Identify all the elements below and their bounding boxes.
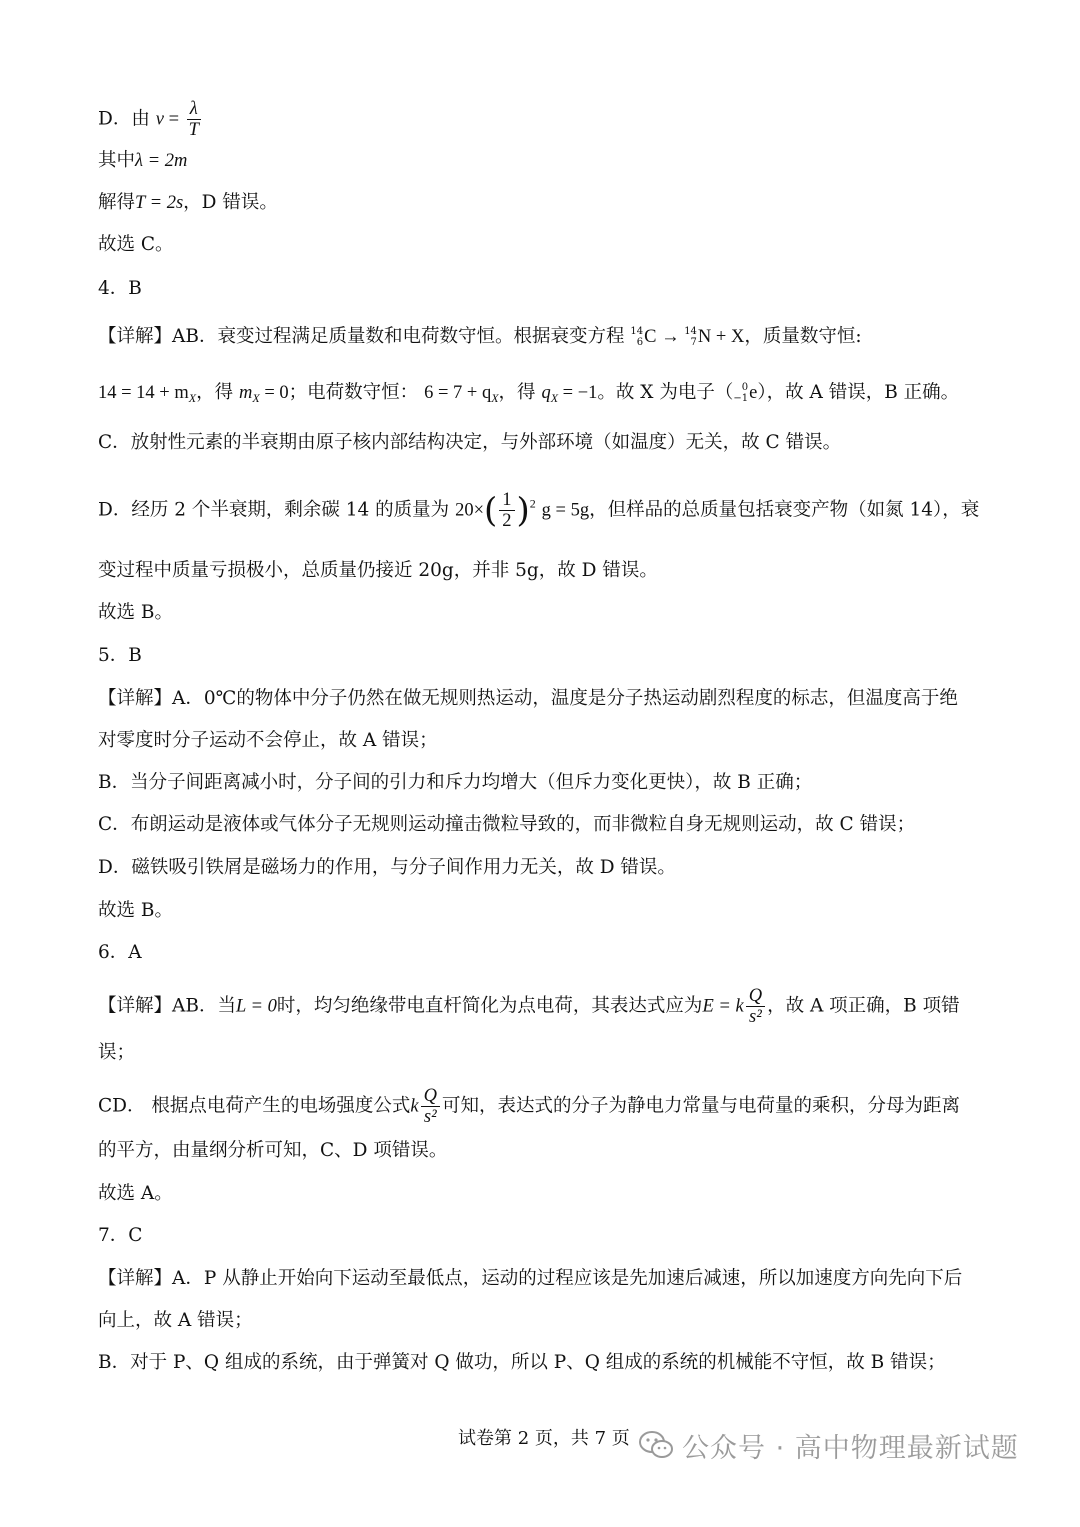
right-paren: )	[516, 490, 530, 531]
watermark	[638, 1425, 1019, 1465]
page-footer: 试卷第 2 页，共 7 页	[458, 1428, 630, 1449]
reaction-arrow: →	[656, 327, 685, 347]
q4-d-text: D．经历 2 个半衰期，剩余碳 14 的质量为	[98, 499, 450, 521]
solve-line	[98, 190, 984, 216]
half-numerator: 1	[499, 490, 514, 511]
q4-d-continuation: 变过程中质量亏损极小，总质量仍接近 20g，并非 5g，故 D 错误。	[98, 560, 658, 581]
one-half-fraction	[499, 490, 514, 531]
fraction-numerator: λ	[187, 99, 201, 120]
q4-option-d	[98, 490, 984, 531]
mass-subscript: X	[188, 391, 197, 405]
lambda-expression: λ = 2m	[135, 151, 188, 171]
q4-text-de-1: ，得	[196, 382, 234, 403]
q6-cd-suffix: 可知，表达式的分子为静电力常量与电荷量的乘积，分母为距离	[441, 1095, 960, 1117]
carbon-mass-number: 14	[630, 326, 644, 337]
q6-ab-continuation: 误；	[98, 1042, 136, 1063]
charge-x-symbol: q	[541, 383, 551, 403]
twenty-times: 20×	[455, 500, 484, 521]
mass-x-value: = 0	[259, 383, 289, 403]
solve-suffix: ，D 错误。	[183, 192, 278, 213]
nitrogen-charge-number: 7	[690, 337, 697, 348]
q7-option-a-line-2: 向上，故 A 错误；	[98, 1310, 253, 1331]
choose-a-line: 故选 A。	[98, 1183, 173, 1204]
q6-ab-middle: 时，均匀绝缘带电直杆简化为点电荷，其表达式应为	[276, 995, 703, 1017]
charge-x-value: = −1	[558, 383, 598, 403]
nitrogen-mass-number: 14	[684, 326, 697, 337]
distance-denominator: s²	[749, 1007, 762, 1027]
q4-conservation-line	[98, 380, 984, 411]
solve-prefix: 解得	[98, 192, 136, 213]
q6-cd-prefix: CD． 根据点电荷产生的电场强度公式	[98, 1095, 411, 1117]
q4-detail-suffix: ，质量数守恒:	[744, 326, 862, 347]
q5-option-d: D．磁铁吸引铁屑是磁场力的作用，与分子间作用力无关，故 D 错误。	[98, 857, 676, 878]
coulomb-constant: k	[410, 1096, 419, 1117]
carbon-symbol: C	[644, 327, 657, 347]
d-option-prefix: D．由	[98, 108, 150, 130]
q4-conclusion-text: ），故 A 错误，B 正确。	[757, 382, 960, 403]
q4-detail-line	[98, 324, 984, 350]
charge-numerator: Q	[746, 986, 765, 1007]
lambda-over-t-fraction	[186, 99, 202, 140]
q7-option-b: B．对于 P、Q 组成的系统，由于弹簧对 Q 做功，所以 P、Q 组成的系统的机械能不守恒，故 B 错误；	[98, 1352, 946, 1373]
q6-ab-prefix: 【详解】AB．当	[98, 995, 236, 1017]
d-option-line	[98, 99, 984, 140]
q-over-s-squared-fraction	[746, 986, 765, 1027]
charge-conservation-label: ；电荷数守恒：	[288, 382, 419, 403]
choose-b-line-1: 故选 B。	[98, 602, 173, 623]
cd-q-over-s-squared-fraction	[421, 1086, 440, 1127]
q7-option-a-line-1: 【详解】A．P 从静止开始向下运动至最低点，运动的过程应该是先加速后减速，所以加速度方向先向下后	[98, 1268, 963, 1289]
choose-c-line: 故选 C。	[98, 234, 174, 255]
q5-option-b: B．当分子间距离减小时，分子间的引力和斥力均增大（但斥力变化更快），故 B 正确；	[98, 772, 813, 793]
carbon-charge-number: 6	[636, 337, 644, 348]
lambda-prefix: 其中	[98, 150, 136, 171]
watermark-text: 公众号 · 高中物理最新试题	[682, 1432, 1019, 1464]
question-5-answer: 5．B	[98, 645, 142, 666]
q6-option-ab	[98, 986, 984, 1027]
mass-equation: 14 = 14 + m	[98, 383, 189, 403]
charge-subscript: X	[491, 391, 499, 405]
lambda-line	[98, 148, 984, 174]
cd-charge-numerator: Q	[421, 1086, 440, 1107]
equals-sign: =	[163, 109, 184, 130]
q6-option-cd	[98, 1086, 984, 1127]
remaining-mass-result: g = 5g	[541, 500, 590, 521]
half-denominator: 2	[502, 511, 512, 531]
field-expression-lhs: E = k	[702, 996, 744, 1017]
power-exponent: 2	[529, 496, 536, 511]
l-equals-zero: L = 0	[235, 996, 277, 1017]
electron-symbol: e	[749, 383, 758, 403]
nitrogen-nuclide-indices	[684, 326, 697, 348]
q5-option-a-line-2: 对零度时分子运动不会停止，故 A 错误；	[98, 730, 438, 751]
carbon-nuclide-indices	[630, 326, 643, 348]
wechat-icon	[638, 1430, 674, 1460]
q4-option-c: C．放射性元素的半衰期由原子核内部结构决定，与外部环境（如温度）无关，故 C 错误。	[98, 432, 842, 453]
q6-ab-suffix: ，故 A 项正确，B 项错	[767, 995, 960, 1017]
charge-equation: 6 = 7 + q	[424, 383, 492, 403]
electron-charge-number: −1	[733, 393, 749, 404]
choose-b-line-2: 故选 B。	[98, 900, 173, 921]
mass-x-symbol: m	[239, 383, 253, 403]
q5-option-a-line-1: 【详解】A．0℃的物体中分子仍然在做无规则热运动，温度是分子热运动剧烈程度的标志，但温度高于绝	[98, 688, 958, 709]
mass-x-subscript: X	[252, 391, 260, 405]
question-4-answer: 4．B	[98, 278, 142, 299]
left-paren: (	[484, 490, 498, 531]
electron-nuclide-indices	[733, 382, 748, 404]
q6-cd-continuation: 的平方，由量纲分析可知，C、D 项错误。	[98, 1140, 448, 1161]
q4-electron-text: 。故 X 为电子（	[597, 382, 734, 403]
velocity-symbol: v	[155, 109, 164, 130]
q4-text-de-2: ，得	[498, 382, 536, 403]
period-expression: T = 2s	[135, 193, 184, 213]
cd-distance-denominator: s²	[423, 1107, 437, 1127]
question-7-answer: 7．C	[98, 1225, 143, 1246]
q4-detail-text: 【详解】AB．衰变过程满足质量数和电荷数守恒。根据衰变方程	[98, 326, 625, 347]
fraction-denominator: T	[188, 120, 199, 140]
electron-mass-number: 0	[741, 382, 749, 393]
charge-x-subscript: X	[550, 391, 559, 405]
q4-d-explanation: ，但样品的总质量包括衰变产物（如氮 14），衰	[589, 499, 980, 521]
nitrogen-and-x-symbol: N + X	[697, 327, 745, 347]
q5-option-c: C．布朗运动是液体或气体分子无规则运动撞击微粒导致的，而非微粒自身无规则运动，故 C 错误；	[98, 814, 916, 835]
question-6-answer: 6．A	[98, 942, 142, 963]
